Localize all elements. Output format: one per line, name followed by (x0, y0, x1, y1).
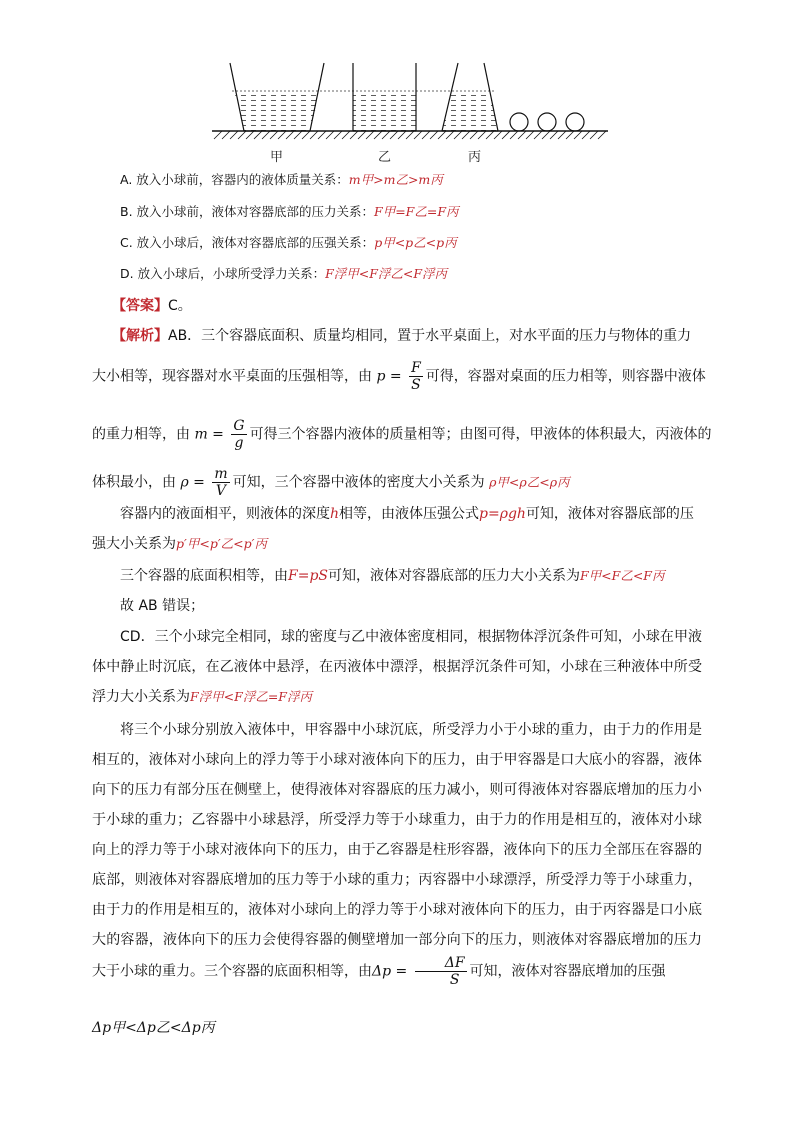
option-c-math: p甲<p乙<p丙 (374, 235, 457, 250)
formula-m-G-g: $\frac{G}{g}$ (233, 418, 245, 451)
option-a-math: m甲>m乙>m丙 (348, 172, 443, 187)
container-jia (230, 63, 324, 131)
option-a: A. 放入小球前，容器内的液体质量关系：m甲>m乙>m丙 (120, 172, 443, 187)
option-b-math: F甲=F乙=F丙 (374, 204, 459, 219)
analysis-line-1: 【解析】AB．三个容器底面积、质量均相同，置于水平桌面上，对水平面的压力与物体的重力 (112, 328, 692, 344)
analysis-line-7: 三个容器的底面积相等，由F=pS可知，液体对容器底部的压力大小关系为F甲<F乙<F丙 (120, 568, 665, 584)
formula-rho-m-V: $\frac{m}{V}$ (214, 466, 228, 499)
answer-tag: 【答案】 (112, 298, 168, 314)
label-bing: 丙 (468, 150, 482, 165)
formula-dp: $\frac{\Delta F}{S}$ (415, 955, 467, 988)
analysis-paragraph-long: 将三个小球分别放入液体中，甲容器中小球沉底，所受浮力小于小球的重力，由于力的作用是相互的，液体对小球向上的浮力等于小球对液体向下的压力，由于甲容器是口大底小的容器，液体向下的压力有部分压在侧壁上，使得液体对容器底的压力减小，则可得液体对容器底增加的压力小于小球的重力；乙容器中小球悬浮，所受浮力等于小球重力，由于力的作用是相互的，液体对小球向上的浮力等于小球对液体向下的压力，由于乙容器是柱形容器，液体向下的压力全部压在容器的底部，则液体对容器底增加的压力等于小球的重力；丙容器中小球漂浮，所受浮力等于小球重力，由于力的作用是相互的，液体对小球向上的浮力等于小球对液体向下的压力，由于丙容器是口小底大的容器，液体向下的压力会使得容器的侧壁增加一部分向下的压力，则液体对容器底增加的压力大于小球的重力。三个容器的底面积相等，由Δp = $\frac{\Delta F}{S}$ 可知，液体对容器底增加的压强 (92, 722, 702, 988)
analysis-line-3: 的重力相等，由 m = $\frac{G}{g}$ 可得三个容器内液体的质量相等；由图可得，甲液体的体积最大，丙液体的 (92, 418, 712, 451)
ball-1 (510, 113, 528, 131)
analysis-line-4: 体积最小，由 ρ = $\frac{m}{V}$ 可知，三个容器中液体的密度大小关系为 ρ甲<ρ乙<ρ丙 (92, 466, 570, 499)
answer-value: C。 (168, 298, 192, 314)
container-bing (442, 63, 498, 131)
analysis-final-relation: Δp甲<Δp乙<Δp丙 (92, 1020, 215, 1036)
label-jia: 甲 (270, 150, 284, 165)
analysis-line-2: 大小相等，现容器对水平桌面的压强相等，由 p = $\frac{F}{S}$ 可得，容器对桌面的压力相等，则容器中液体 (92, 360, 706, 393)
option-d-math: F浮甲<F浮乙<F浮丙 (325, 266, 448, 281)
analysis-line-6: 强大小关系为p′甲<p′乙<p′丙 (92, 536, 267, 552)
container-yi (353, 63, 416, 131)
ball-2 (538, 113, 556, 131)
density-relation: ρ甲<ρ乙<ρ丙 (489, 474, 570, 490)
ground-hatching (214, 131, 606, 139)
analysis-line-5: 容器内的液面相平，则液体的深度h相等，由液体压强公式p=ρgh可知，液体对容器底部的压 (120, 506, 694, 522)
analysis-paragraph-cd: CD．三个小球完全相同，球的密度与乙中液体密度相同，根据物体浮沉条件可知，小球在甲液体中静止时沉底，在乙液体中悬浮，在丙液体中漂浮，根据浮沉条件可知，小球在三种液体中所受浮力大小关系为F浮甲<F浮乙=F浮丙 (92, 629, 702, 705)
ball-3 (566, 113, 584, 131)
option-b: B. 放入小球前，液体对容器底部的压力关系：F甲=F乙=F丙 (120, 204, 459, 219)
analysis-line-8: 故 AB 错误； (120, 598, 205, 614)
formula-p-F-S: $\frac{F}{S}$ (411, 360, 421, 393)
label-yi: 乙 (378, 150, 392, 165)
answer-line (112, 296, 192, 316)
analysis-tag: 【解析】 (112, 328, 168, 344)
option-d: D. 放入小球后，小球所受浮力关系：F浮甲<F浮乙<F浮丙 (120, 266, 448, 281)
option-c: C. 放入小球后，液体对容器底部的压强关系：p甲<p乙<p丙 (120, 235, 457, 250)
